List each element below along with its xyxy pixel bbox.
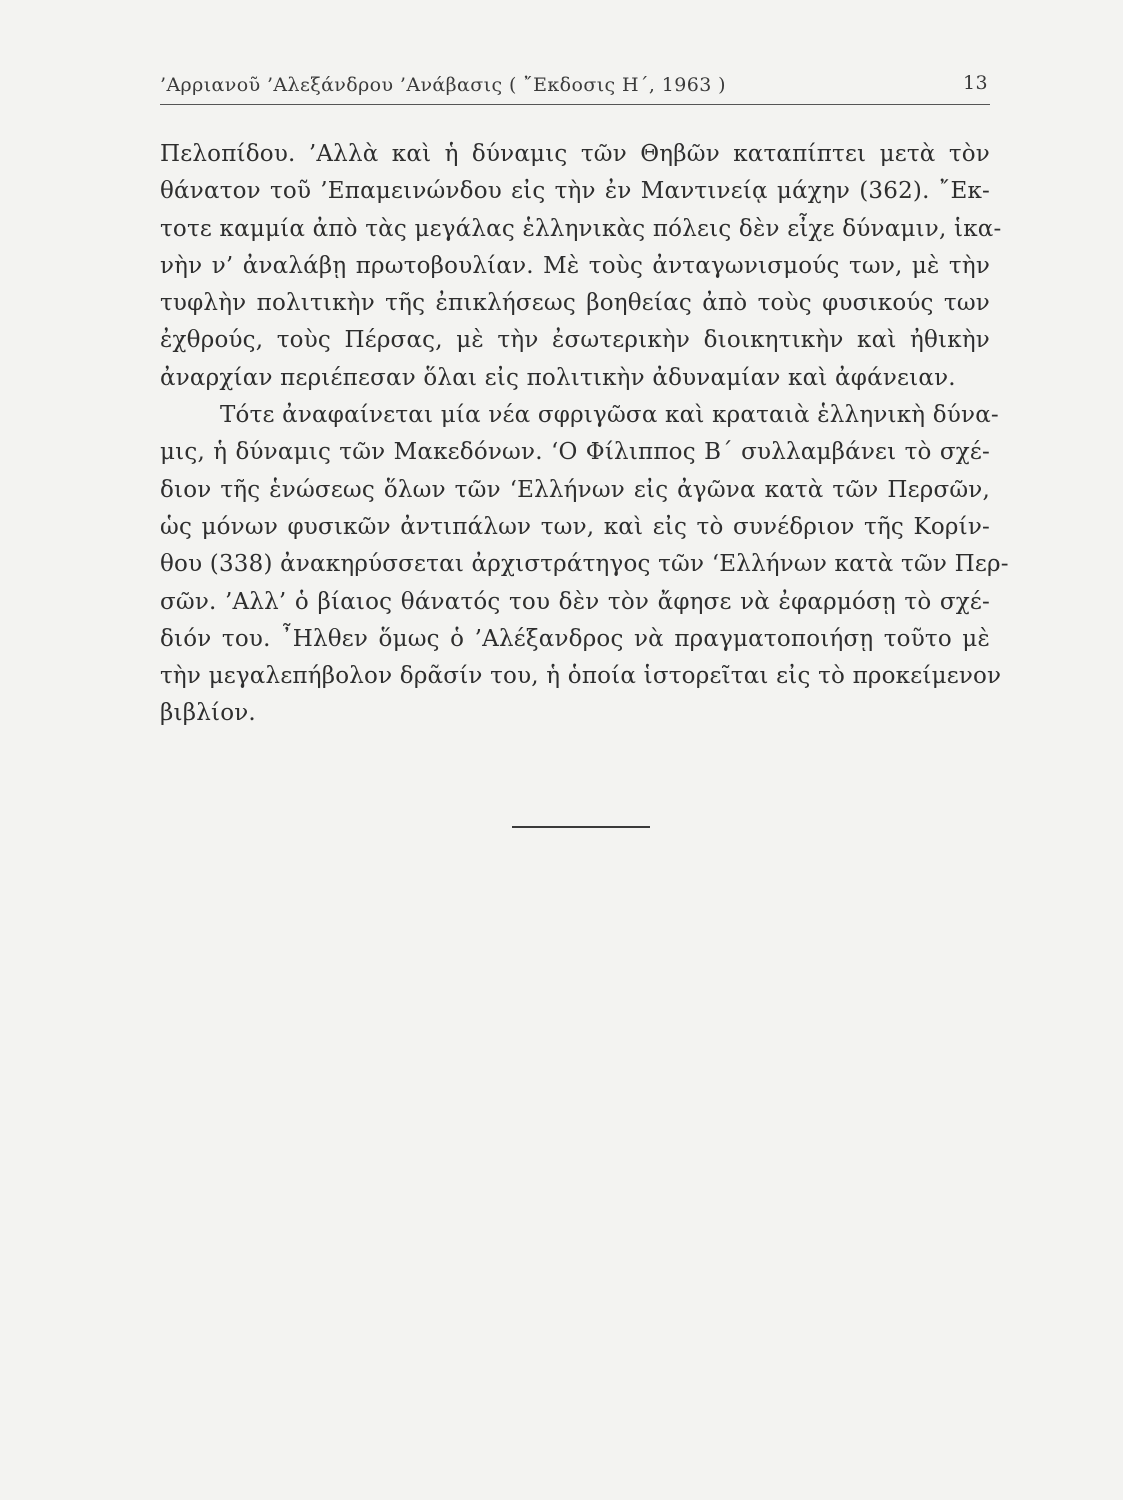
- paragraph-1-line-4: νὴν ν’ ἀναλάβῃ πρωτοβουλίαν. Μὲ τοὺς ἀνταγωνισμούς των, μὲ τὴν: [160, 252, 990, 279]
- paragraph-2-line-4: ὡς μόνων φυσικῶν ἀντιπάλων των, καὶ εἰς τὸ συνέδριον τῆς Κορίν-: [160, 513, 990, 540]
- paragraph-1-line-7: ἀναρχίαν περιέπεσαν ὅλαι εἰς πολιτικὴν ἀδυναμίαν καὶ ἀφάνειαν.: [160, 364, 956, 391]
- paragraph-2-line-6: σῶν. ’Αλλ’ ὁ βίαιος θάνατός του δὲν τὸν ἄφησε νὰ ἐφαρμόσῃ τὸ σχέ-: [160, 588, 990, 615]
- section-end-rule: [512, 826, 650, 828]
- paragraph-2-line-5: θου (338) ἀνακηρύσσεται ἀρχιστράτηγος τῶν ‘Ελλήνων κατὰ τῶν Περ-: [160, 551, 1009, 578]
- running-head: [160, 74, 990, 104]
- running-head-title: ’Αρριανοῦ ’Αλεξάνδρου ’Ανάβασις ( ῎Εκδοσις Η΄, 1963 ): [160, 74, 726, 96]
- paragraph-1-line-6: ἐχθρούς, τοὺς Πέρσας, μὲ τὴν ἐσωτερικὴν διοικητικὴν καὶ ἠθικὴν: [160, 327, 990, 354]
- paragraph-1-line-5: τυφλὴν πολιτικὴν τῆς ἐπικλήσεως βοηθείας ἀπὸ τοὺς φυσικούς των: [160, 290, 990, 317]
- paragraph-2-line-8: τὴν μεγαλεπήβολον δρᾶσίν του, ἡ ὁποία ἱστορεῖται εἰς τὸ προκείμενον: [160, 663, 1002, 690]
- paragraph-1-line-3: τοτε καμμία ἀπὸ τὰς μεγάλας ἑλληνικὰς πόλεις δὲν εἶχε δύναμιν, ἱκα-: [160, 215, 1002, 242]
- page-number: 13: [963, 72, 988, 94]
- body-text: [160, 136, 1009, 733]
- paragraph-2-line-9: βιβλίον.: [160, 700, 256, 727]
- paragraph-2-line-7: διόν του. ῏Ηλθεν ὅμως ὁ ’Αλέξανδρος νὰ πραγματοποιήσῃ τοῦτο μὲ: [160, 625, 990, 652]
- paragraph-2-line-1: Τότε ἀναφαίνεται μία νέα σφριγῶσα καὶ κραταιὰ ἑλληνικὴ δύνα-: [220, 402, 999, 429]
- paragraph-2-line-2: μις, ἡ δύναμις τῶν Μακεδόνων. ‘Ο Φίλιππος Β΄ συλλαμβάνει τὸ σχέ-: [160, 439, 990, 466]
- paragraph-1-line-1: Πελοπίδου. ’Αλλὰ καὶ ἡ δύναμις τῶν Θηβῶν καταπίπτει μετὰ τὸν: [160, 141, 990, 167]
- paragraph-2-line-3: διον τῆς ἑνώσεως ὅλων τῶν ‘Ελλήνων εἰς ἀγῶνα κατὰ τῶν Περσῶν,: [160, 476, 990, 503]
- header-rule: [160, 104, 990, 105]
- paragraph-1-line-2: θάνατον τοῦ ’Επαμεινώνδου εἰς τὴν ἐν Μαντινείᾳ μάχην (362). ῎Εκ-: [160, 178, 990, 205]
